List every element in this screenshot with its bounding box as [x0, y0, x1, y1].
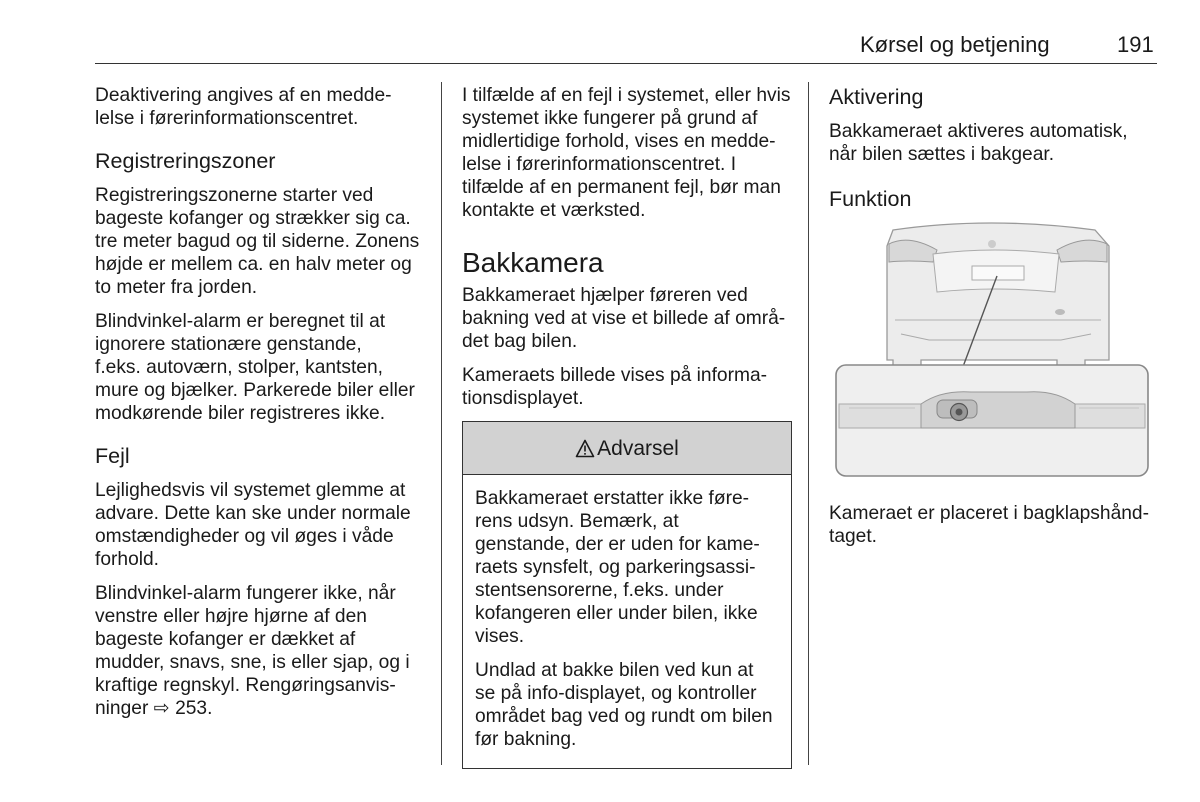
column-divider-1 [441, 82, 442, 765]
warning-paragraph-2: Undlad at bakke bilen ved kun at se på info-displayet, og kontroller området bag ved og rundt om bilen før bakning. [475, 660, 773, 750]
warning-triangle-icon [575, 439, 595, 458]
warning-title: Advarsel [597, 436, 679, 460]
paragraph-registreringszoner: Registreringszonerne starter ved bageste kofanger og strækker sig ca. tre meter bagud og til siderne. Zonens højde er mellem ca. en halv meter og to meter fra jorden. [95, 185, 420, 298]
header-rule [95, 63, 1157, 64]
rear-camera-illustration-graphic [829, 222, 1157, 484]
warning-body [463, 475, 791, 768]
warning-header [463, 422, 791, 475]
paragraph-deaktivering: Deaktivering angives af en medde- lelse i førerinformationscentret. [95, 85, 392, 129]
page-title: Kørsel og betjening [860, 32, 1050, 57]
warning-box [462, 421, 792, 769]
column-2 [462, 84, 796, 769]
paragraph-fejl-system: I tilfælde af en fejl i systemet, eller hvis systemet ikke fungerer på grund af midlertidige forhold, vises en medde- lelse i førerinformationscentret. I tilfælde af en permanent fejl, bør man kontakte et værksted. [462, 85, 791, 221]
heading-aktivering: Aktivering [829, 85, 924, 109]
warning-paragraph-1: Bakkameraet erstatter ikke føre- rens udsyn. Bemærk, at genstande, der er uden for kame- raets synsfelt, og parkeringsassi- stentsensorerne, f.eks. under kofangeren eller under bilen, ikke vises. [475, 488, 760, 647]
paragraph-fejl-2-text: Blindvinkel-alarm fungerer ikke, når venstre eller højre hjørne af den bageste kofanger er dækket af mudder, snavs, sne, is eller sjap, og i kraftige regnskyl. Rengøringsanvis- ninger [95, 583, 410, 719]
heading-funktion: Funktion [829, 187, 912, 211]
paragraph-bakkamera-intro: Bakkameraet hjælper føreren ved bakning ved at vise et billede af områ- det bag bilen. [462, 285, 786, 352]
paragraph-fejl-1: Lejlighedsvis vil systemet glemme at advare. Dette kan ske under normale omstændigheder og vil øges i våde forhold. [95, 480, 411, 570]
paragraph-aktivering: Bakkameraet aktiveres automatisk, når bilen sættes i bakgear. [829, 121, 1128, 165]
paragraph-kamera-display: Kameraets billede vises på informa- tionsdisplayet. [462, 365, 768, 409]
illustration-caption: Kameraet er placeret i bagklapshånd- taget. [829, 503, 1149, 547]
paragraph-blindvinkel-ignore: Blindvinkel-alarm er beregnet til at ignorere stationære genstande, f.eks. autoværn, stolper, kantsten, mure og bjælker. Parkerede biler eller modkørende biler registreres ikke. [95, 311, 415, 424]
column-1 [95, 84, 429, 731]
page-reference-arrow-icon: ⇨ [153, 698, 170, 719]
page-reference-number[interactable]: 253. [169, 698, 213, 719]
heading-registreringszoner: Registreringszoner [95, 149, 276, 173]
paragraph-fejl-2 [95, 582, 429, 720]
column-3 [829, 84, 1159, 559]
page-number: 191 [1117, 32, 1154, 57]
rear-camera-illustration [829, 222, 1157, 484]
column-divider-2 [808, 82, 809, 765]
heading-fejl: Fejl [95, 444, 130, 468]
heading-bakkamera: Bakkamera [462, 247, 604, 278]
